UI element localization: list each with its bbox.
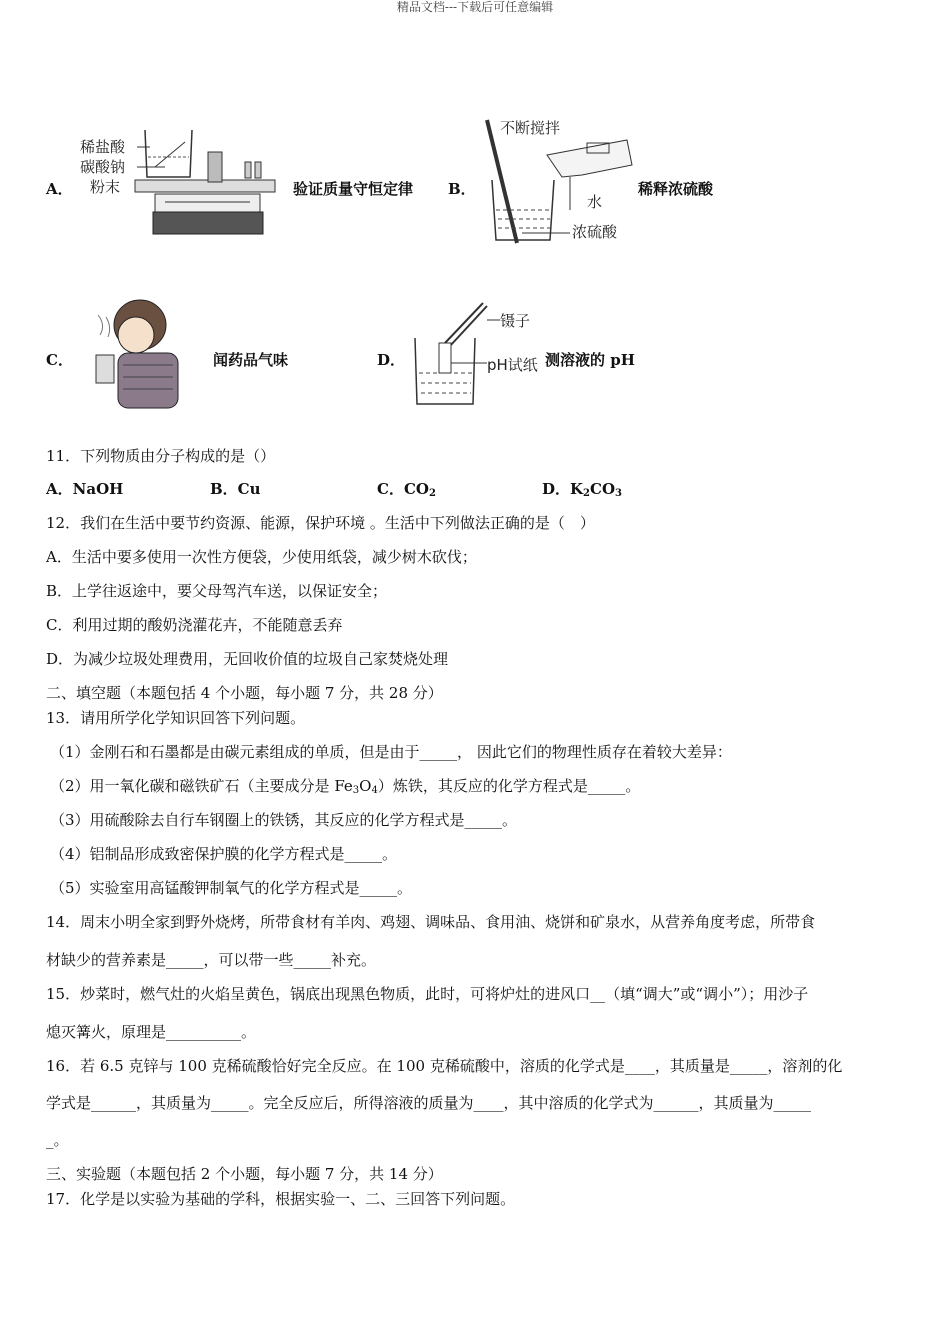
q13-stem: 13．请用所学化学知识回答下列问题。 [46, 709, 306, 727]
q13-part-5: （5）实验室用高锰酸钾制氧气的化学方程式是_____。 [50, 879, 413, 897]
label-water: 水 [587, 193, 603, 211]
q13-part-4: （4）铝制品形成致密保护膜的化学方程式是_____。 [50, 845, 398, 863]
q11-option-a: A．NaOH [46, 480, 124, 498]
q12-option-d: D．为减少垃圾处理费用，无回收价值的垃圾自己家焚烧处理 [46, 650, 449, 668]
q15-line-1: 15．炒菜时，燃气灶的火焰呈黄色，锅底出现黑色物质，此时，可将炉灶的进风口__（填“调大”或“调小”）；用沙子 [46, 985, 809, 1003]
option-b-letter: B． [448, 180, 476, 198]
q15-line-2: 熄灭篝火，原理是__________。 [46, 1023, 257, 1041]
q16-line-3: _。 [46, 1131, 69, 1149]
option-d-letter: D． [377, 351, 406, 369]
option-a-letter: A． [46, 180, 73, 198]
section-2-title: 二、填空题（本题包括 4 个小题，每小题 7 分，共 28 分） [46, 684, 443, 702]
label-tweezers: 镊子 [500, 312, 531, 330]
q14-line-1: 14．周末小明全家到野外烧烤，所带食材有羊肉、鸡翅、调味品、食用油、烧饼和矿泉水，从营养角度考虑，所带食 [46, 913, 816, 931]
section-3-title: 三、实验题（本题包括 2 个小题，每小题 7 分，共 14 分） [46, 1165, 443, 1183]
q12-option-c: C．利用过期的酸奶浇灌花卉，不能随意丢弃 [46, 616, 343, 634]
q14-line-2: 材缺少的营养素是_____，可以带一些_____补充。 [46, 951, 377, 969]
q11-option-d: D．$K_2CO_3$ [542, 480, 622, 499]
q11-stem: 11．下列物质由分子构成的是（） [46, 447, 276, 465]
q12-option-a: A．生活中要多使用一次性方便袋，少使用纸袋，减少树木砍伐； [46, 548, 477, 566]
page-header: 精品文档---下载后可任意编辑 [396, 0, 554, 14]
label-sodium-carbonate: 碳酸钠 [80, 158, 126, 176]
ph-test-figure [405, 298, 545, 410]
q11-option-c: C．$CO_2$ [377, 480, 436, 499]
option-c-caption: 闻药品气味 [213, 351, 289, 369]
label-ph-paper: pH试纸 [487, 356, 538, 374]
q12-option-b: B．上学往返途中，要父母驾汽车送，以保证安全； [46, 582, 388, 600]
q16-line-1: 16．若 6.5 克锌与 100 克稀硫酸恰好完全反应。在 100 克稀硫酸中，溶质的化学式是____，其质量是_____，溶剂的化 [46, 1057, 843, 1075]
q12-stem: 12．我们在生活中要节约资源、能源，保护环境 。生活中下列做法正确的是（ ） [46, 514, 595, 532]
dilution-figure [482, 115, 637, 250]
label-conc-sulfuric: 浓硫酸 [572, 223, 618, 241]
smell-figure [78, 295, 193, 413]
label-dilute-hcl: 稀盐酸 [80, 138, 126, 156]
q16-line-2: 学式是______，其质量为_____。完全反应后，所得溶液的质量为____，其中溶质的化学式为______，其质量为_____ [46, 1094, 812, 1112]
option-a-caption: 验证质量守恒定律 [293, 180, 414, 198]
option-d-caption: 测溶液的 pH [545, 351, 635, 369]
q11-option-b: B．Cu [210, 480, 261, 498]
balance-figure [75, 122, 290, 247]
label-powder: 粉末 [90, 178, 121, 196]
q13-part-1: （1）金刚石和石墨都是由碳元素组成的单质，但是由于_____， 因此它们的物理性质存在着较大差异： [50, 743, 732, 761]
q13-part-2: （2）用一氧化碳和磁铁矿石（主要成分是 $Fe_3O_4$）炼铁，其反应的化学方程式是_____。 [50, 777, 641, 796]
option-c-letter: C． [46, 351, 73, 369]
label-stir: 不断搅拌 [500, 119, 561, 137]
q13-part-3: （3）用硫酸除去自行车钢圈上的铁锈，其反应的化学方程式是_____。 [50, 811, 518, 829]
option-b-caption: 稀释浓硫酸 [638, 180, 714, 198]
q17-stem: 17．化学是以实验为基础的学科，根据实验一、二、三回答下列问题。 [46, 1190, 516, 1208]
